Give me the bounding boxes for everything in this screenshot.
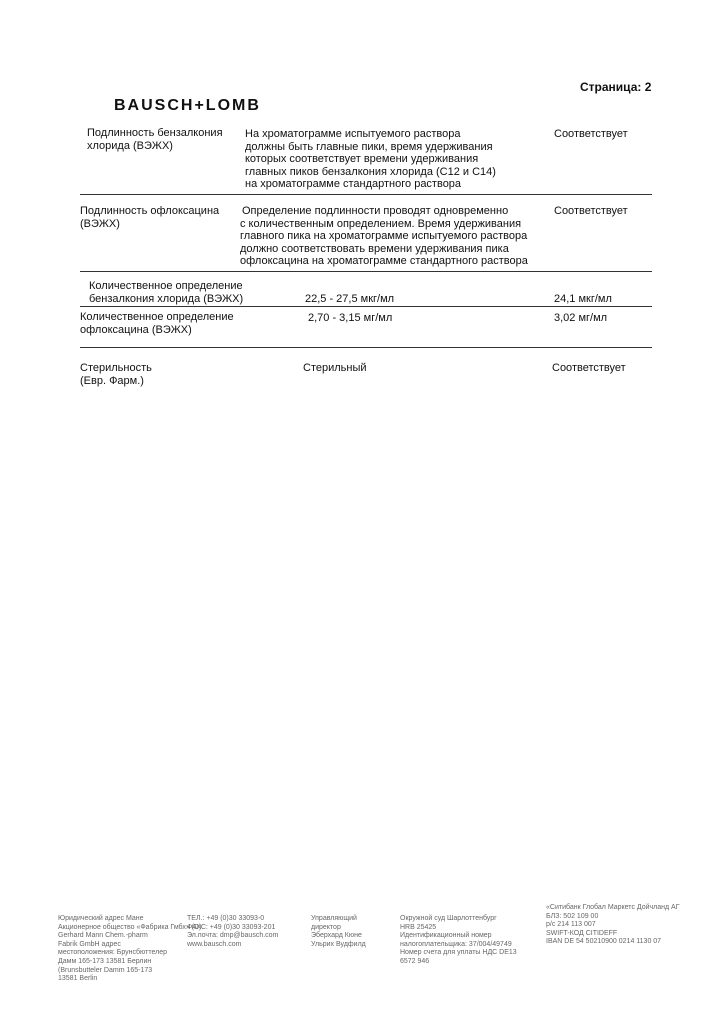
row2-requirement-line2: с количественным определением. Время удерживания [240,217,522,230]
row3-test-line1: Количественное определение [89,280,243,292]
row4-result: 3,02 мг/мл [554,312,608,324]
row2-requirement-line5: офлоксацина на хроматограмме стандартного раствора [240,255,528,268]
row1-requirement-line2: должны быть главные пики, время удерживания [245,140,493,153]
row4-requirement: 2,70 - 3,15 мг/мл [308,312,393,324]
row1-result: Соответствует [554,128,628,140]
row-divider [80,194,652,195]
row1-test-line1: Подлинность бензалкония [87,127,223,139]
row-divider [80,347,652,348]
row2-test-line1: Подлинность офлоксацина [80,205,220,217]
row2-result: Соответствует [554,205,628,217]
footer-bank-col: «Ситибанк Глобал Маркетс Дойчланд АГ БЛЗ: 502 109 00 р/с 214 113 007 SWIFT-КОД CITIDEFF IBAN DE 54 50210900 0214 1130 07 [546,904,680,946]
row4-test-line2: офлоксацина (ВЭЖХ) [80,323,192,336]
bausch-lomb-logo: BAUSCH+LOMB [114,97,261,114]
row3-requirement: 22,5 - 27,5 мкг/мл [305,293,395,305]
row5-test-line1: Стерильность [80,362,152,374]
row4-test-line1: Количественное определение [80,311,234,323]
row2-requirement-line4: должно соответствовать времени удерживания пика [240,242,509,255]
row1-test-line2: хлорида (ВЭЖХ) [87,139,173,152]
footer-registry-col: Окружной суд Шарлоттенбург HRB 25425 Идентификационный номер налогоплательщика: 37/004/49749 Номер счета для уплаты НДС DE13 6572 946 [400,915,517,965]
row2-requirement-line3: главного пика на хроматограмме испытуемого раствора [240,230,528,243]
row1-requirement-line1: На хроматограмме испытуемого раствора [245,128,461,140]
row1-requirement-line3: которых соответствует времени удерживания [245,153,479,166]
row-divider [80,271,652,272]
page-number: Страница: 2 [580,80,652,94]
footer-director-col: Управляющий директор Эберхард Кюне Ульрих Вудфилд [311,915,366,948]
row5-result: Соответствует [552,362,626,374]
row2-requirement-line1: Определение подлинности проводят одновременно [242,205,509,217]
row5-requirement: Стерильный [303,362,367,374]
row1-requirement-line4: главных пиков бензалкония хлорида (С12 и С14) [245,165,496,178]
row5-test-line2: (Евр. Фарм.) [80,374,144,387]
row3-result: 24,1 мкг/мл [554,293,612,305]
row3-test-line2: бензалкония хлорида (ВЭЖХ) [89,292,244,305]
row2-test-line2: (ВЭЖХ) [80,217,120,230]
footer-company-col: Юридический адрес Мане Акционерное общество «Фабрика Гмбх» (D) Gerhard Mann Chem.-pharm Fabrik GmbH адрес местоположения: Брунсбюттелер Дамм 165-173 13581 Берлин (Brunsbutteler Damm 165-173 13581 Berlin [58,915,202,983]
row1-requirement-line5: на хроматограмме стандартного раствора [245,178,462,191]
row-divider [80,306,652,307]
footer-contact-col: ТЕЛ.: +49 (0)30 33093-0 ФАКС: +49 (0)30 33093-201 Эл.почта: dmp@bausch.com www.bausch.com [187,915,279,948]
